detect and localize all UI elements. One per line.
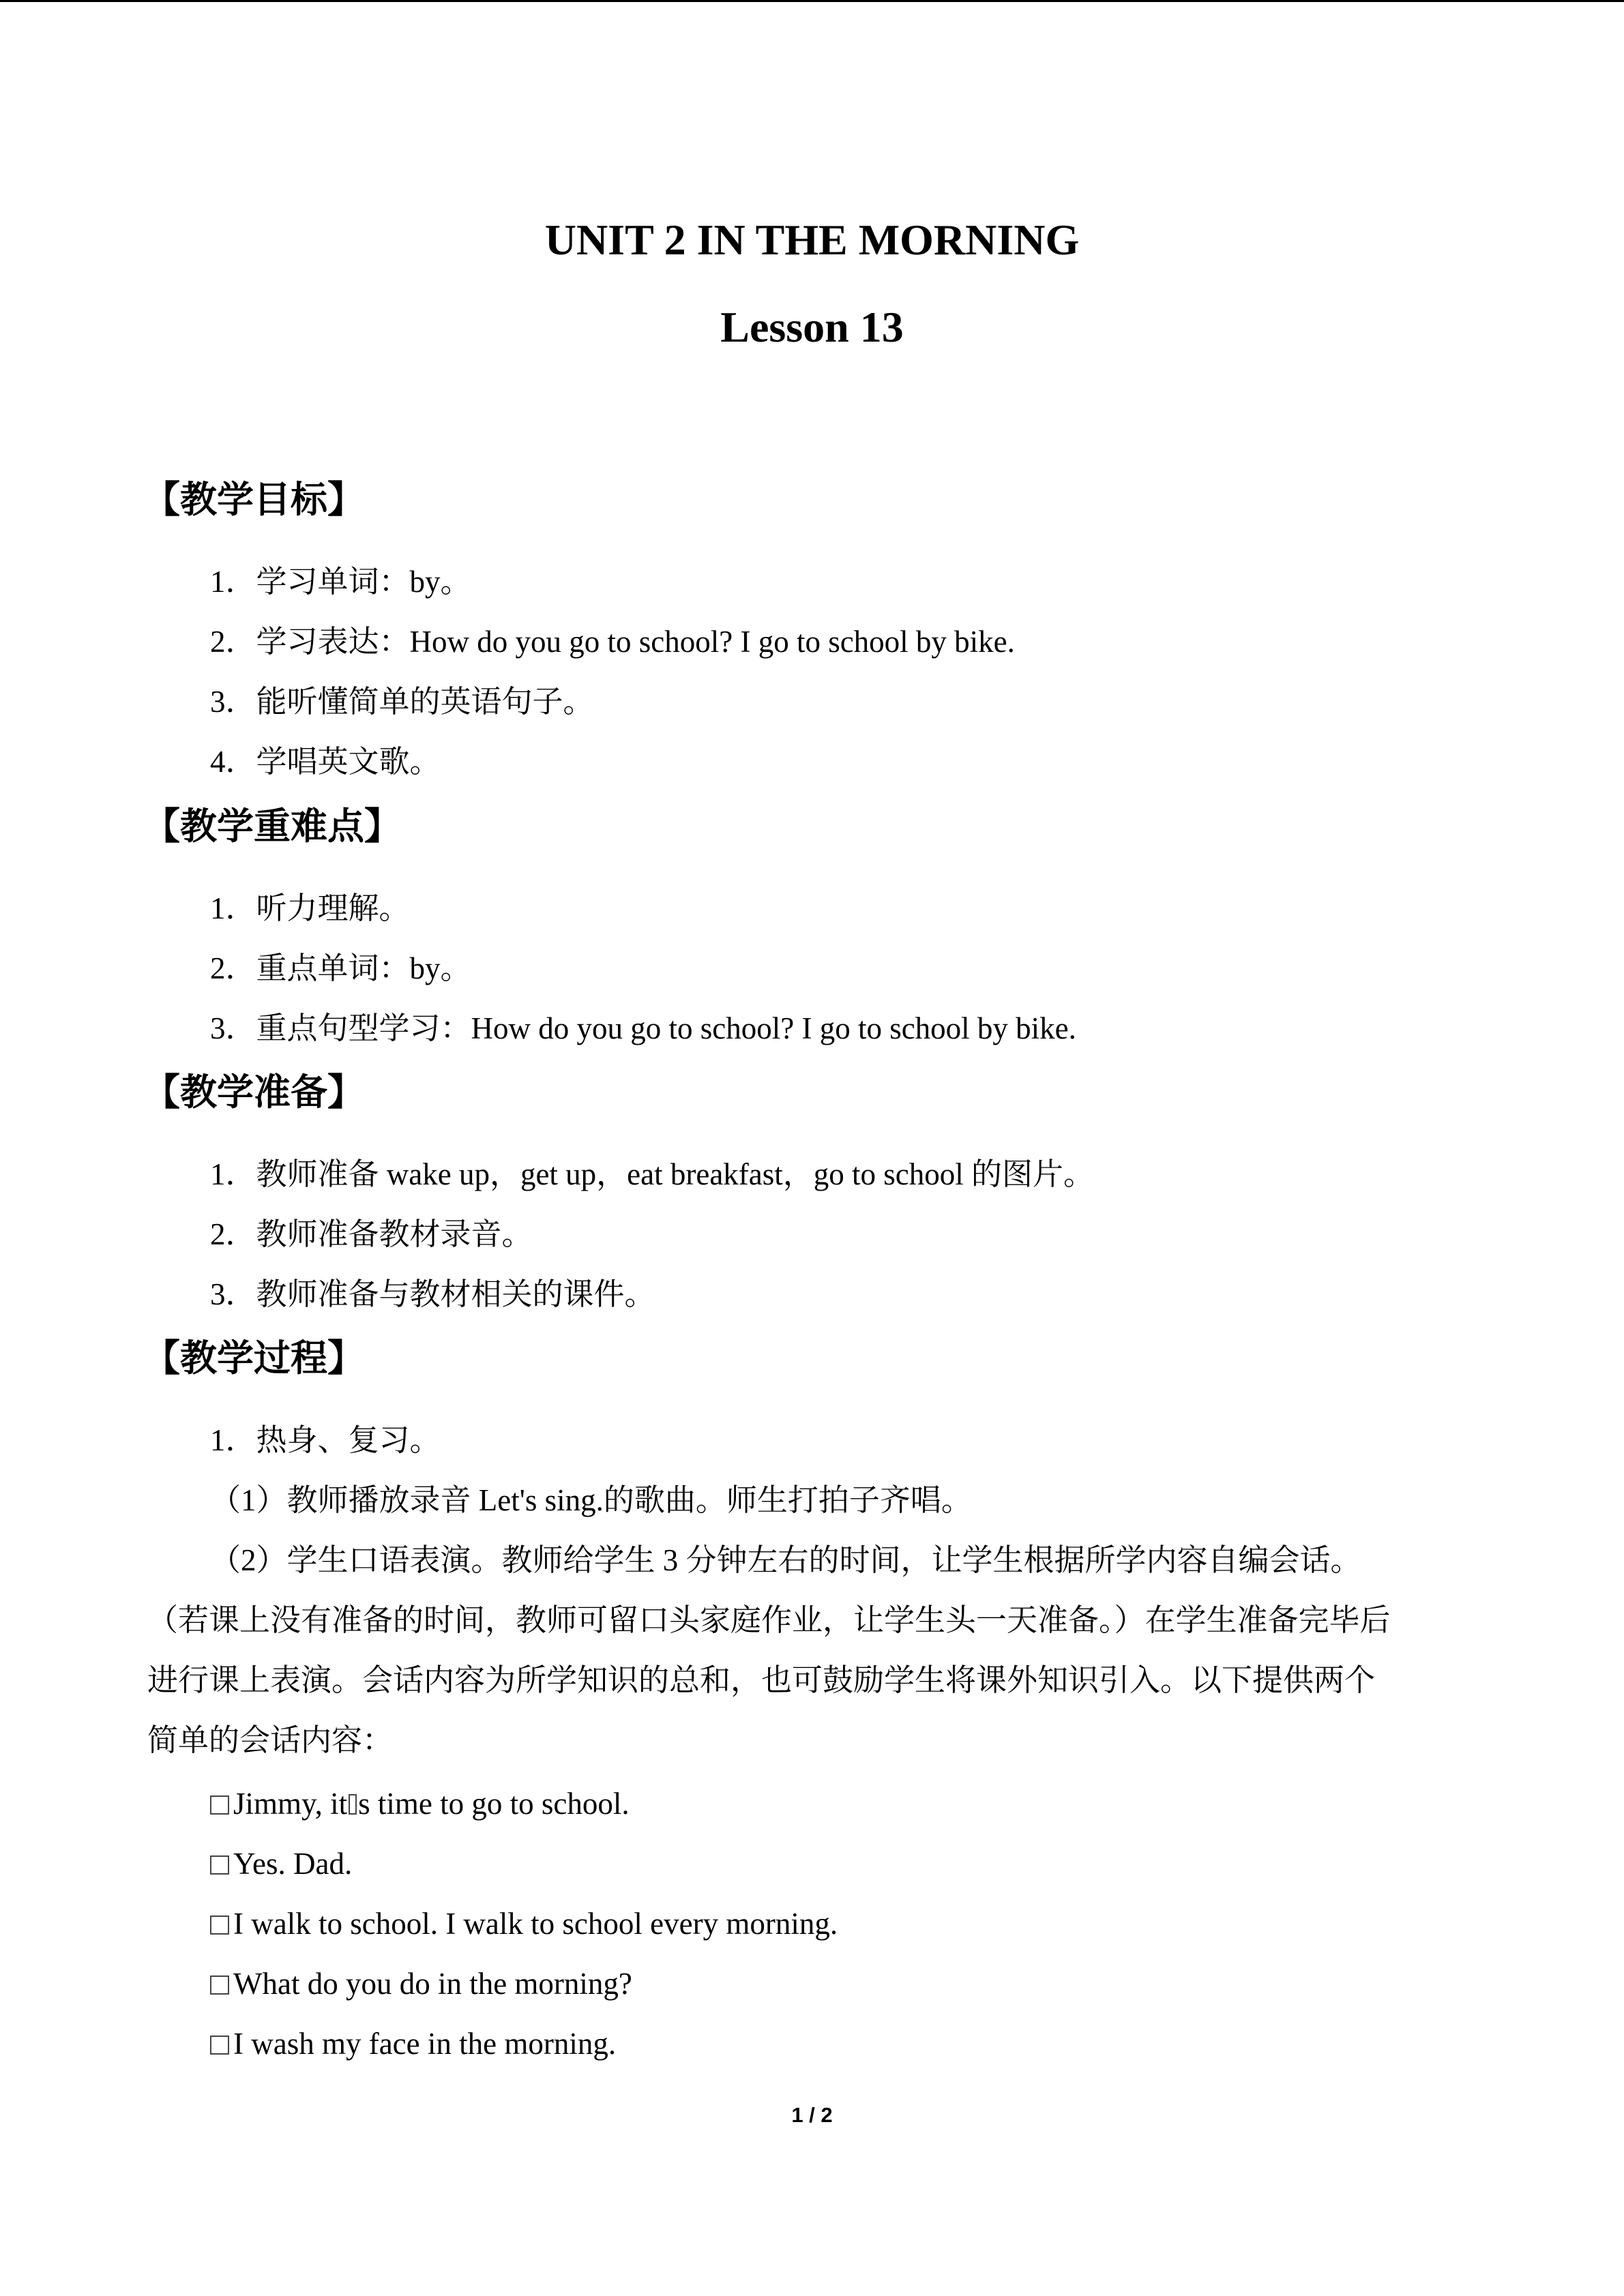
dialogue-line: I wash my face in the morning. bbox=[210, 2023, 616, 2064]
top-border-line bbox=[0, 0, 1624, 2]
checkbox-glyph-icon bbox=[210, 1915, 229, 1935]
dialogue-line: I walk to school. I walk to school every morning. bbox=[210, 1903, 838, 1944]
preparation-item: 1．教师准备 wake up，get up，eat breakfast，go to school 的图片。 bbox=[210, 1157, 1095, 1191]
process-substep: （1）教师播放录音 Let's sing.的歌曲。师生打拍子齐唱。 bbox=[210, 1483, 972, 1517]
page-number: 1 / 2 bbox=[791, 2103, 833, 2127]
heading-process: 【教学过程】 bbox=[143, 1337, 364, 1380]
missing-glyph-icon bbox=[349, 1794, 357, 1815]
heading-objectives: 【教学目标】 bbox=[143, 478, 364, 521]
heading-key-points: 【教学重难点】 bbox=[143, 805, 401, 848]
checkbox-glyph-icon bbox=[210, 1855, 229, 1875]
key-point-item: 3．重点句型学习：How do you go to school? I go to school by bike. bbox=[210, 1011, 1076, 1045]
preparation-item: 2．教师准备教材录音。 bbox=[210, 1217, 533, 1251]
preparation-item: 3．教师准备与教材相关的课件。 bbox=[210, 1277, 655, 1311]
process-paragraph-line: （若课上没有准备的时间，教师可留口头家庭作业，让学生头一天准备。）在学生准备完毕后 bbox=[147, 1603, 1391, 1637]
key-point-item: 2．重点单词：by。 bbox=[210, 951, 471, 985]
heading-preparation: 【教学准备】 bbox=[143, 1071, 364, 1114]
process-paragraph-line: 进行课上表演。会话内容为所学知识的总和，也可鼓励学生将课外知识引入。以下提供两个 bbox=[147, 1663, 1376, 1697]
objective-item: 2．学习表达：How do you go to school? I go to school by bike. bbox=[210, 625, 1015, 659]
process-paragraph-line: （2）学生口语表演。教师给学生 3 分钟左右的时间，让学生根据所学内容自编会话。 bbox=[210, 1543, 1361, 1577]
objective-item: 4．学唱英文歌。 bbox=[210, 745, 441, 779]
unit-title: UNIT 2 IN THE MORNING bbox=[544, 215, 1080, 264]
dialogue-line: Yes. Dad. bbox=[210, 1843, 352, 1884]
objective-item: 1．学习单词：by。 bbox=[210, 565, 471, 599]
key-point-item: 1．听力理解。 bbox=[210, 891, 410, 925]
lesson-title: Lesson 13 bbox=[720, 303, 904, 351]
checkbox-glyph-icon bbox=[210, 1795, 229, 1815]
process-paragraph-line: 简单的会话内容： bbox=[147, 1723, 394, 1757]
dialogue-line: What do you do in the morning? bbox=[210, 1963, 632, 2004]
process-step: 1．热身、复习。 bbox=[210, 1423, 441, 1457]
checkbox-glyph-icon bbox=[210, 1976, 229, 1995]
objective-item: 3．能听懂简单的英语句子。 bbox=[210, 685, 594, 719]
dialogue-line: Jimmy, it s time to go to school. bbox=[210, 1783, 630, 1824]
checkbox-glyph-icon bbox=[210, 2036, 229, 2055]
